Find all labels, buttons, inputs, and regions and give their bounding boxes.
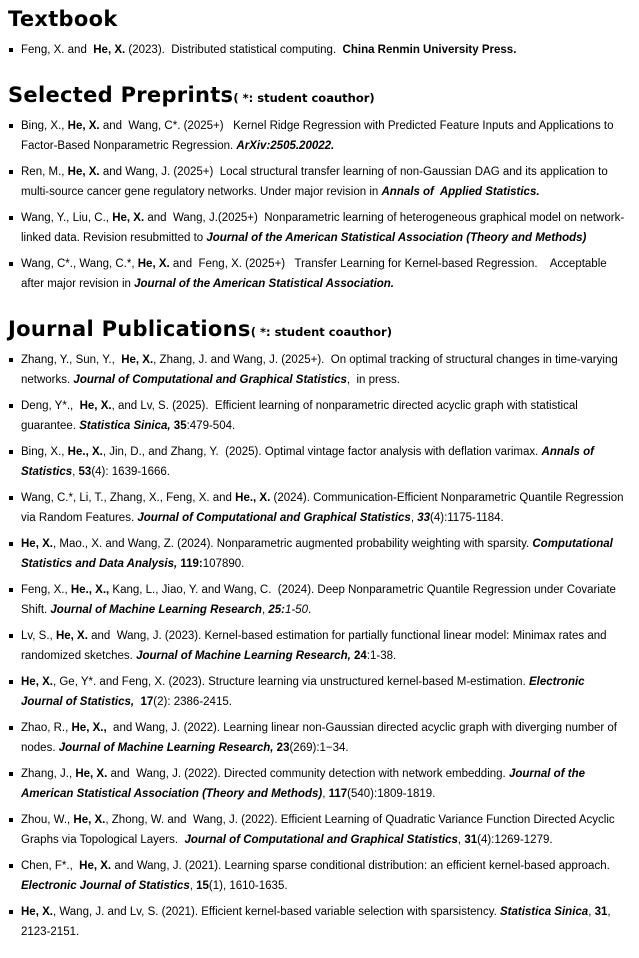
section-subtitle-text: ( *: student coauthor): [250, 324, 392, 339]
publication-text: [21, 492, 627, 525]
text-segment: ,: [588, 905, 595, 918]
text-segment: Wang, C*., Wang, C.*,: [21, 257, 138, 270]
text-segment: Computational Statistics and Data Analysis,: [21, 537, 617, 571]
text-segment: , Jin, D., and Zhang, Y. (2025). Optimal vintage factor analysis with deflation varimax.: [102, 445, 542, 458]
bullet-icon: [9, 772, 13, 776]
publication-text: [21, 44, 516, 56]
text-segment: Zhou, W.,: [21, 813, 74, 826]
text-segment: ,: [410, 512, 418, 525]
publication-text: [21, 676, 588, 709]
bullet-icon: [9, 170, 13, 174]
text-segment: ,: [457, 834, 465, 847]
text-segment: Zhang, Y., Sun, Y.,: [21, 353, 122, 366]
publication-text: [21, 354, 621, 387]
text-segment: He, X.: [67, 119, 100, 132]
publication-item: [8, 488, 629, 529]
text-segment: (269):1−34.: [289, 742, 349, 755]
publication-item: [8, 626, 629, 667]
bullet-icon: [9, 910, 13, 914]
publication-list: [8, 40, 629, 61]
publication-text: [21, 768, 588, 801]
bullet-icon: [9, 496, 13, 500]
text-segment: 25:: [268, 604, 285, 617]
text-segment: He, X.: [21, 537, 53, 550]
bullet-icon: [9, 404, 13, 408]
publication-text: [21, 538, 616, 571]
section-title-text: Selected Preprints: [8, 82, 234, 107]
text-segment: Bing, X.,: [21, 119, 68, 132]
text-segment: (1), 1610-1635.: [208, 880, 288, 893]
text-segment: He, X.: [67, 165, 100, 178]
text-segment: Journal of the American Statistical Association (Theory and Methods): [21, 767, 588, 801]
publication-text: [21, 630, 610, 663]
text-segment: , and Lv, S. (2025). Efficient learning of nonparametric directed acyclic graph with statistical guarantee.: [21, 399, 581, 433]
text-segment: (2023). Distributed statistical computing.: [125, 44, 343, 57]
bullet-icon: [9, 864, 13, 868]
section-selected-preprints: [8, 83, 629, 295]
section-journal-publications: [8, 317, 629, 943]
text-segment: and Wang, J. (2021). Learning sparse conditional distribution: an efficient kernel-based approach.: [111, 859, 613, 872]
publication-text: [21, 722, 620, 755]
publication-item: [8, 534, 629, 575]
text-segment: Lv, S.,: [21, 629, 56, 642]
text-segment: He., X.: [235, 491, 271, 504]
text-segment: Zhao, R.,: [21, 721, 72, 734]
text-segment: 31: [594, 905, 608, 918]
text-segment: Kang, L., Jiao, Y. and Wang, C. (2024). Deep Nonparametric Quantile Regression under Covariate Shift.: [21, 583, 620, 617]
publication-list: [8, 116, 629, 295]
bullet-icon: [9, 262, 13, 266]
text-segment: , Wang, J. and Lv, S. (2021). Efficient kernel-based variable selection with sparsistency.: [52, 905, 500, 918]
text-segment: He, X.: [93, 44, 126, 57]
bullet-icon: [9, 216, 13, 220]
publication-item: [8, 116, 629, 157]
section-heading: [8, 83, 629, 107]
text-segment: He, X.: [137, 257, 170, 270]
bullet-icon: [9, 588, 13, 592]
publication-item: [8, 902, 629, 943]
publication-item: [8, 810, 629, 851]
text-segment: Journal of Computational and Graphical Statistics: [73, 374, 347, 387]
publication-text: [21, 120, 617, 153]
text-segment: ,: [189, 880, 197, 893]
publication-text: [21, 906, 614, 939]
publication-text: [21, 400, 581, 433]
publication-text: [21, 258, 610, 291]
text-segment: 17: [140, 696, 154, 709]
text-segment: 1-50: [284, 604, 308, 617]
publication-item: [8, 254, 629, 295]
bullet-icon: [9, 124, 13, 128]
text-segment: (4):1269-1279.: [477, 834, 553, 847]
section-subtitle-text: ( *: student coauthor): [233, 90, 375, 105]
section-heading: [8, 317, 629, 341]
text-segment: Journal of Computational and Graphical Statistics: [137, 512, 411, 525]
text-segment: Feng, X.,: [21, 583, 71, 596]
text-segment: Ren, M.,: [21, 165, 68, 178]
text-segment: and Feng, X. (2025+) Transfer Learning for Kernel-based Regression. Acceptable after major revision in: [21, 257, 610, 291]
text-segment: and Wang, J. (2025+) Local structural transfer learning of non-Gaussian DAG and its application to multi-source cancer gene regulatory networks. Under major revision in: [21, 165, 611, 199]
publication-item: [8, 580, 629, 621]
section-title-text: Journal Publications: [8, 316, 251, 341]
text-segment: He, X.: [75, 767, 108, 780]
publication-item: [8, 208, 629, 249]
text-segment: Annals of Applied Statistics.: [381, 186, 540, 199]
bullet-icon: [9, 450, 13, 454]
text-segment: Bing, X.,: [21, 445, 68, 458]
text-segment: 35: [173, 420, 187, 433]
text-segment: Statistica Sinica,: [79, 420, 171, 433]
publication-item: [8, 764, 629, 805]
text-segment: He, X.: [21, 905, 53, 918]
publication-item: [8, 718, 629, 759]
text-segment: Deng, Y*.,: [21, 399, 80, 412]
text-segment: (4): 1639-1666.: [91, 466, 170, 479]
text-segment: 15: [196, 880, 209, 893]
section-heading: [8, 7, 629, 31]
text-segment: (2): 2386-2415.: [153, 696, 232, 709]
text-segment: (2024). Communication-Efficient Nonparametric Quantile Regression via Random Features.: [21, 491, 627, 525]
publication-item: [8, 162, 629, 203]
text-segment: and Wang, J. (2023). Kernel-based estimation for partially functional linear model: Minimax rates and randomized sketches.: [21, 629, 610, 663]
text-segment: Journal of Machine Learning Research,: [136, 650, 351, 663]
publication-text: [21, 212, 624, 245]
text-segment: ,: [261, 604, 269, 617]
text-segment: He, X.: [55, 629, 88, 642]
text-segment: He, X.: [79, 859, 112, 872]
bullet-icon: [9, 680, 13, 684]
text-segment: 119:: [180, 558, 203, 571]
text-segment: ,: [72, 466, 79, 479]
text-segment: and Wang, C*. (2025+) Kernel Ridge Regression with Predicted Feature Inputs and Applications to Factor-Based Nonparametric Regression.: [21, 119, 617, 153]
text-segment: Zhang, J.,: [21, 767, 76, 780]
text-segment: 53: [78, 466, 92, 479]
bullet-icon: [9, 48, 13, 52]
bullet-icon: [9, 726, 13, 730]
text-segment: Journal of the American Statistical Association.: [134, 278, 395, 291]
text-segment: He., X.,: [70, 583, 110, 596]
bullet-icon: [9, 542, 13, 546]
text-segment: , in press.: [346, 374, 400, 387]
text-segment: He., X.: [67, 445, 103, 458]
text-segment: Statistica Sinica: [499, 905, 589, 918]
text-segment: and Wang, J.(2025+) Nonparametric learning of heterogeneous graphical model on network-linked data. Revision resubmitted to: [21, 211, 625, 245]
text-segment: (540):1809-1819.: [347, 788, 436, 801]
text-segment: He, X.: [79, 399, 112, 412]
text-segment: He, X.: [112, 211, 145, 224]
text-segment: , Mao., X. and Wang, Z. (2024). Nonparametric augmented probability weighting with sparsity.: [52, 537, 533, 550]
text-segment: China Renmin University Press.: [342, 44, 517, 57]
text-segment: 23: [276, 742, 290, 755]
publication-text: [21, 860, 613, 893]
text-segment: 31: [464, 834, 478, 847]
publication-item: [8, 40, 629, 61]
text-segment: 33: [417, 512, 431, 525]
text-segment: He, X.: [121, 353, 154, 366]
publication-item: [8, 350, 629, 391]
text-segment: Electronic Journal of Statistics: [21, 880, 190, 893]
text-segment: Journal of Machine Learning Research,: [58, 742, 274, 755]
bullet-icon: [9, 634, 13, 638]
text-segment: , Zhong, W. and Wang, J. (2022). Efficient Learning of Quadratic Variance Function Directed Acyclic Graphs via Topological Layers.: [21, 813, 618, 847]
text-segment: .: [307, 604, 312, 617]
section-title-text: Textbook: [8, 7, 118, 31]
text-segment: Wang, C.*, Li, T., Zhang, X., Feng, X. and: [21, 491, 236, 504]
text-segment: Chen, F*.,: [21, 859, 80, 872]
publication-item: [8, 396, 629, 437]
text-segment: Annals of Statistics: [21, 445, 598, 479]
text-segment: He, X.,: [71, 721, 107, 734]
publication-item: [8, 856, 629, 897]
publication-text: [21, 166, 611, 199]
text-segment: 107890.: [202, 558, 245, 571]
text-segment: Journal of Computational and Graphical Statistics: [184, 834, 458, 847]
text-segment: He, X.: [21, 675, 53, 688]
text-segment: :1-38.: [366, 650, 397, 663]
publication-item: [8, 672, 629, 713]
publication-item: [8, 442, 629, 483]
section-textbook: [8, 7, 629, 61]
text-segment: ArXiv:2505.20022.: [236, 140, 335, 153]
publication-text: [21, 584, 619, 617]
text-segment: :479-504.: [186, 420, 236, 433]
bullet-icon: [9, 818, 13, 822]
text-segment: He, X.: [73, 813, 106, 826]
text-segment: Journal of the American Statistical Association (Theory and Methods): [206, 232, 587, 245]
text-segment: and Wang, J. (2022). Learning linear non-Gaussian directed acyclic graph with diverging number of nodes.: [21, 721, 621, 755]
publication-list: [8, 350, 629, 943]
text-segment: 117: [328, 788, 348, 801]
text-segment: Electronic Journal of Statistics,: [21, 675, 588, 709]
publication-text: [21, 814, 618, 847]
text-segment: ,: [322, 788, 329, 801]
publications-page: [8, 7, 629, 943]
text-segment: Wang, Y., Liu, C.,: [21, 211, 113, 224]
text-segment: and Wang, J. (2022). Directed community detection with network embedding.: [107, 767, 509, 780]
text-segment: , Ge, Y*. and Feng, X. (2023). Structure learning via unstructured kernel-based M-estimation.: [52, 675, 529, 688]
text-segment: , 2123-2151.: [21, 905, 614, 939]
text-segment: , Zhang, J. and Wang, J. (2025+). On optimal tracking of structural changes in time-varying networks.: [21, 353, 621, 387]
bullet-icon: [9, 358, 13, 362]
text-segment: Journal of Machine Learning Research: [50, 604, 262, 617]
publication-text: [21, 446, 597, 479]
text-segment: Feng, X. and: [21, 44, 94, 57]
text-segment: (4):1175-1184.: [430, 512, 504, 525]
text-segment: 24: [354, 650, 367, 663]
